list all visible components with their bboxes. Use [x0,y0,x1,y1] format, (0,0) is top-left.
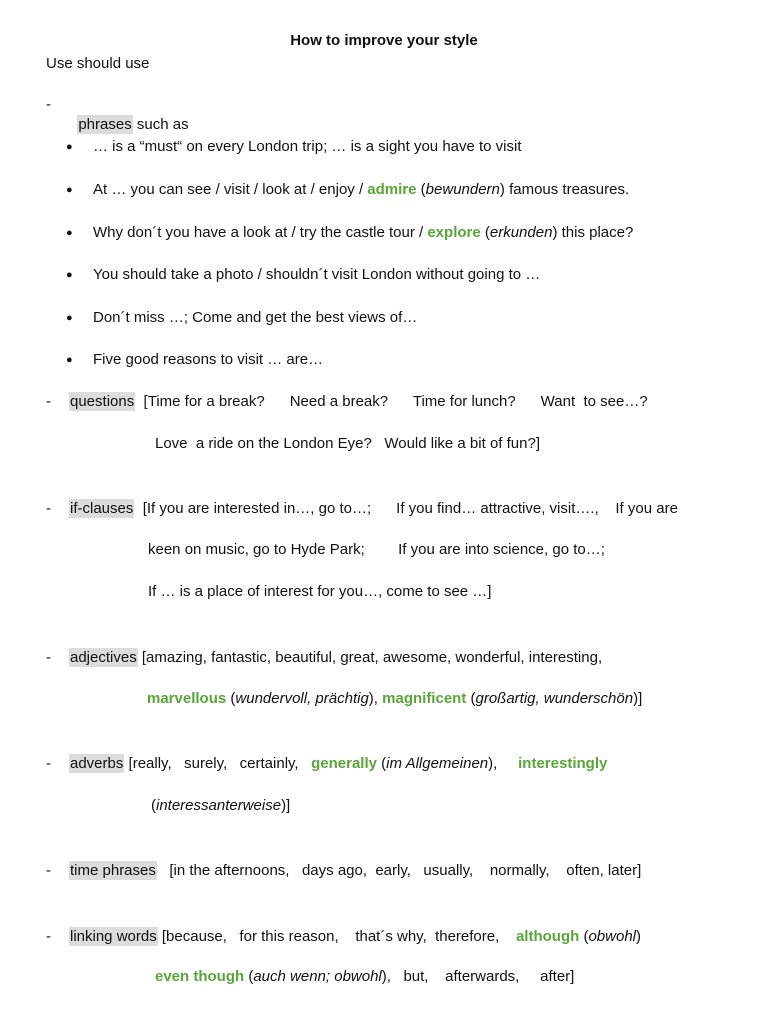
text-segment: At … you can see / visit / look at / enjoy / [93,181,368,198]
highlight-word: interestingly [518,755,608,772]
text-segment: [If you are interested in…, go to…; If you find… attractive, visit…., If you are [134,500,678,517]
text-segment: ( [376,755,387,772]
phrase-bullet-4: You should take a photo / shouldn´t visit London without going to … [93,266,541,283]
translation: erkunden [489,224,553,241]
translation: interessanterweise [156,797,282,814]
text-segment: [in the afternoons, days ago, early, usually, normally, often, later] [156,862,642,879]
text-segment: ( [226,690,236,707]
linking-label: linking words [70,928,157,945]
time-line-1 [69,861,641,881]
questions-label: questions [70,393,135,410]
translation: wundervoll, prächtig [235,690,369,707]
text-segment: [Time for a break? Need a break? Time for lunch? Want to see…? [135,393,648,410]
text-segment: [amazing, fantastic, beautiful, great, awesome, wonderful, interesting, [137,649,603,666]
text-segment: ( [480,224,490,241]
adjectives-line-1 [69,648,602,668]
bullet-marker: ● [66,227,73,239]
dash-marker: - [46,393,51,410]
highlight-word: magnificent [382,690,467,707]
phrase-bullet-1: … is a “must“ on every London trip; … is a sight you have to visit [93,138,522,155]
text-segment: ), but, afterwards, after] [381,968,575,985]
ifclauses-label: if-clauses [70,500,134,517]
page-title: How to improve your style [290,32,478,49]
adjectives-line-2 [147,689,642,709]
phrase-bullet-6: Five good reasons to visit … are… [93,351,324,368]
dash-marker: - [46,755,51,772]
questions-line-2: Love a ride on the London Eye? Would like a bit of fun?] [155,435,540,452]
phrases-label: phrases [78,116,132,133]
text-segment: [really, surely, certainly, [124,755,312,772]
ifclauses-line-3: If … is a place of interest for you…, come to see …] [148,583,492,600]
dash-marker: - [46,500,51,517]
bullet-marker: ● [66,354,73,366]
dash-marker: - [46,649,51,666]
text-segment: ( [151,797,156,814]
text-segment: ( [466,690,476,707]
text-segment: Why don´t you have a look at / try the castle tour / [93,224,428,241]
translation: im Allgemeinen [386,755,489,772]
questions-line-1 [69,392,648,412]
linking-line-1 [69,927,641,947]
text-segment: [because, for this reason, that´s why, therefore, [157,928,516,945]
bullet-marker: ● [66,269,73,281]
bullet-marker: ● [66,312,73,324]
ifclauses-line-1 [69,499,678,519]
text-segment: ( [244,968,254,985]
text-segment: ), [488,755,519,772]
highlight-word: even though [155,968,245,985]
text-segment: ( [579,928,589,945]
translation: auch wenn; obwohl [253,968,382,985]
intro-text: Use should use [46,55,150,72]
ifclauses-line-2: keen on music, go to Hyde Park; If you are into science, go to…; [148,541,605,558]
text-segment: ) famous treasures. [499,181,630,198]
translation: bewundern [425,181,500,198]
text-segment: ), [368,690,383,707]
highlight-word: marvellous [147,690,227,707]
text-segment: )] [633,690,643,707]
text-segment: ) [636,928,641,945]
translation: obwohl [588,928,636,945]
highlight-word: admire [367,181,417,198]
translation: großartig, wunderschön [475,690,634,707]
phrase-bullet-5: Don´t miss …; Come and get the best views of… [93,309,418,326]
adjectives-label: adjectives [70,649,137,666]
adverbs-line-2 [151,796,290,816]
text-segment: ( [416,181,426,198]
highlight-word: explore [427,224,481,241]
phrases-heading [69,95,189,135]
adverbs-line-1 [69,754,607,774]
time-label: time phrases [70,862,156,879]
text-segment: ) this place? [552,224,634,241]
highlight-word: generally [311,755,377,772]
bullet-marker: ● [66,141,73,153]
bullet-marker: ● [66,184,73,196]
dash-marker: - [46,928,51,945]
phrase-bullet-2 [93,180,629,200]
adverbs-label: adverbs [70,755,124,772]
phrase-bullet-3 [93,223,633,243]
linking-line-2 [155,967,574,987]
highlight-word: although [515,928,580,945]
text-segment: )] [281,797,291,814]
phrases-after: such as [132,116,189,133]
dash-marker: - [46,862,51,879]
dash-marker: - [46,96,51,113]
